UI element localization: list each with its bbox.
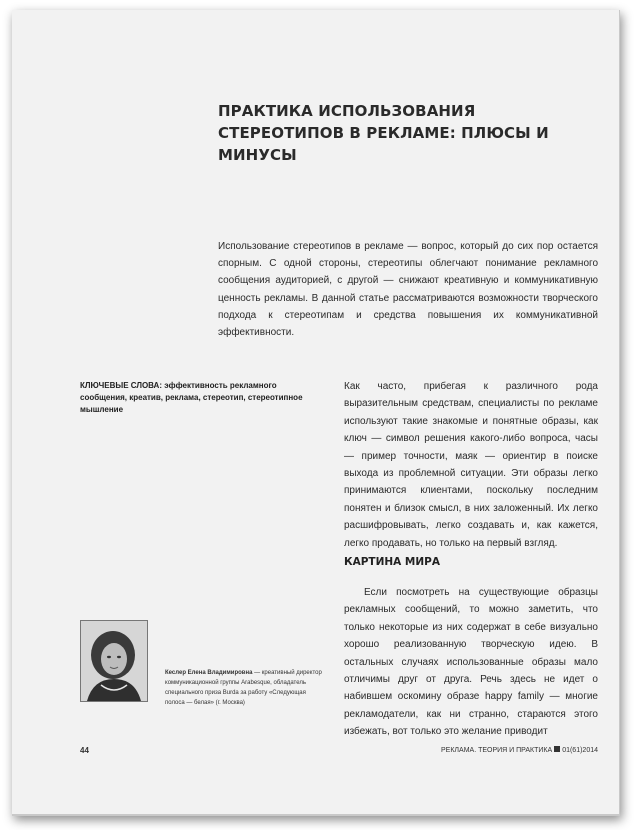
journal-name: РЕКЛАМА. ТЕОРИЯ И ПРАКТИКА	[441, 747, 553, 754]
author-description: — креативный директор коммуникационной группы Arabesque, обладатель специального приза Burda за работу «Следующая полоса — белая» (г. Москва)	[165, 670, 322, 706]
section-paragraph: Если посмотреть на существующие образцы рекламных сообщений, то можно заметить, что только некоторые из них содержат в себе визуально хорошо реализованную творческую идею. В остальных случаях использованные образы мало отличимы друг от друга. Речь здесь не идет о набившем оскомину образе happy family — многие рекламодатели, как ни странно, стараются этого избежать, вот только это желание приводит	[344, 587, 598, 738]
keywords-block	[80, 380, 322, 416]
intro-paragraph: Как часто, прибегая к различного рода выразительным средствам, специалисты по рекламе используют такие знакомые и понятные образы, как ключ — символ решения какого-либо вопроса, часы — пример точности, маяк — ориентир в поиске выхода из проблемной ситуации. Эти образы легко принимаются клиентами, поскольку последним понятен и близок смысл, в них заложенный. Их легко расшифровывать, легко создавать и, как кажется, легко продавать, но только на первый взгляд.	[344, 381, 598, 549]
author-bio	[165, 668, 327, 708]
author-photo	[80, 620, 148, 702]
square-icon	[554, 746, 560, 752]
article-title: ПРАКТИКА ИСПОЛЬЗОВАНИЯ СТЕРЕОТИПОВ В РЕКЛАМЕ: ПЛЮСЫ И МИНУСЫ	[218, 102, 549, 164]
section-heading: КАРТИНА МИРА	[344, 556, 440, 568]
journal-issue: 01(61)2014	[562, 747, 598, 754]
journal-footer	[426, 746, 598, 754]
author-name: Кеслер Елена Владимировна	[165, 670, 253, 676]
author-portrait-icon	[81, 621, 147, 701]
keywords-list: эффективность рекламного сообщения, креатив, реклама, стереотип, стереотипное мышление	[80, 381, 303, 414]
article-abstract: Использование стереотипов в рекламе — вопрос, который до сих пор остается спорным. С одной стороны, стереотипы облегчают понимание рекламного сообщения аудиторией, с другой — снижают креативную и коммуникативную ценность рекламы. В данной статье рассматриваются возможности творческого подхода к стереотипам и средства повышения их коммуникативной эффективности.	[218, 241, 598, 339]
page-number: 44	[80, 746, 89, 755]
keywords-label: КЛЮЧЕВЫЕ СЛОВА:	[80, 381, 162, 390]
